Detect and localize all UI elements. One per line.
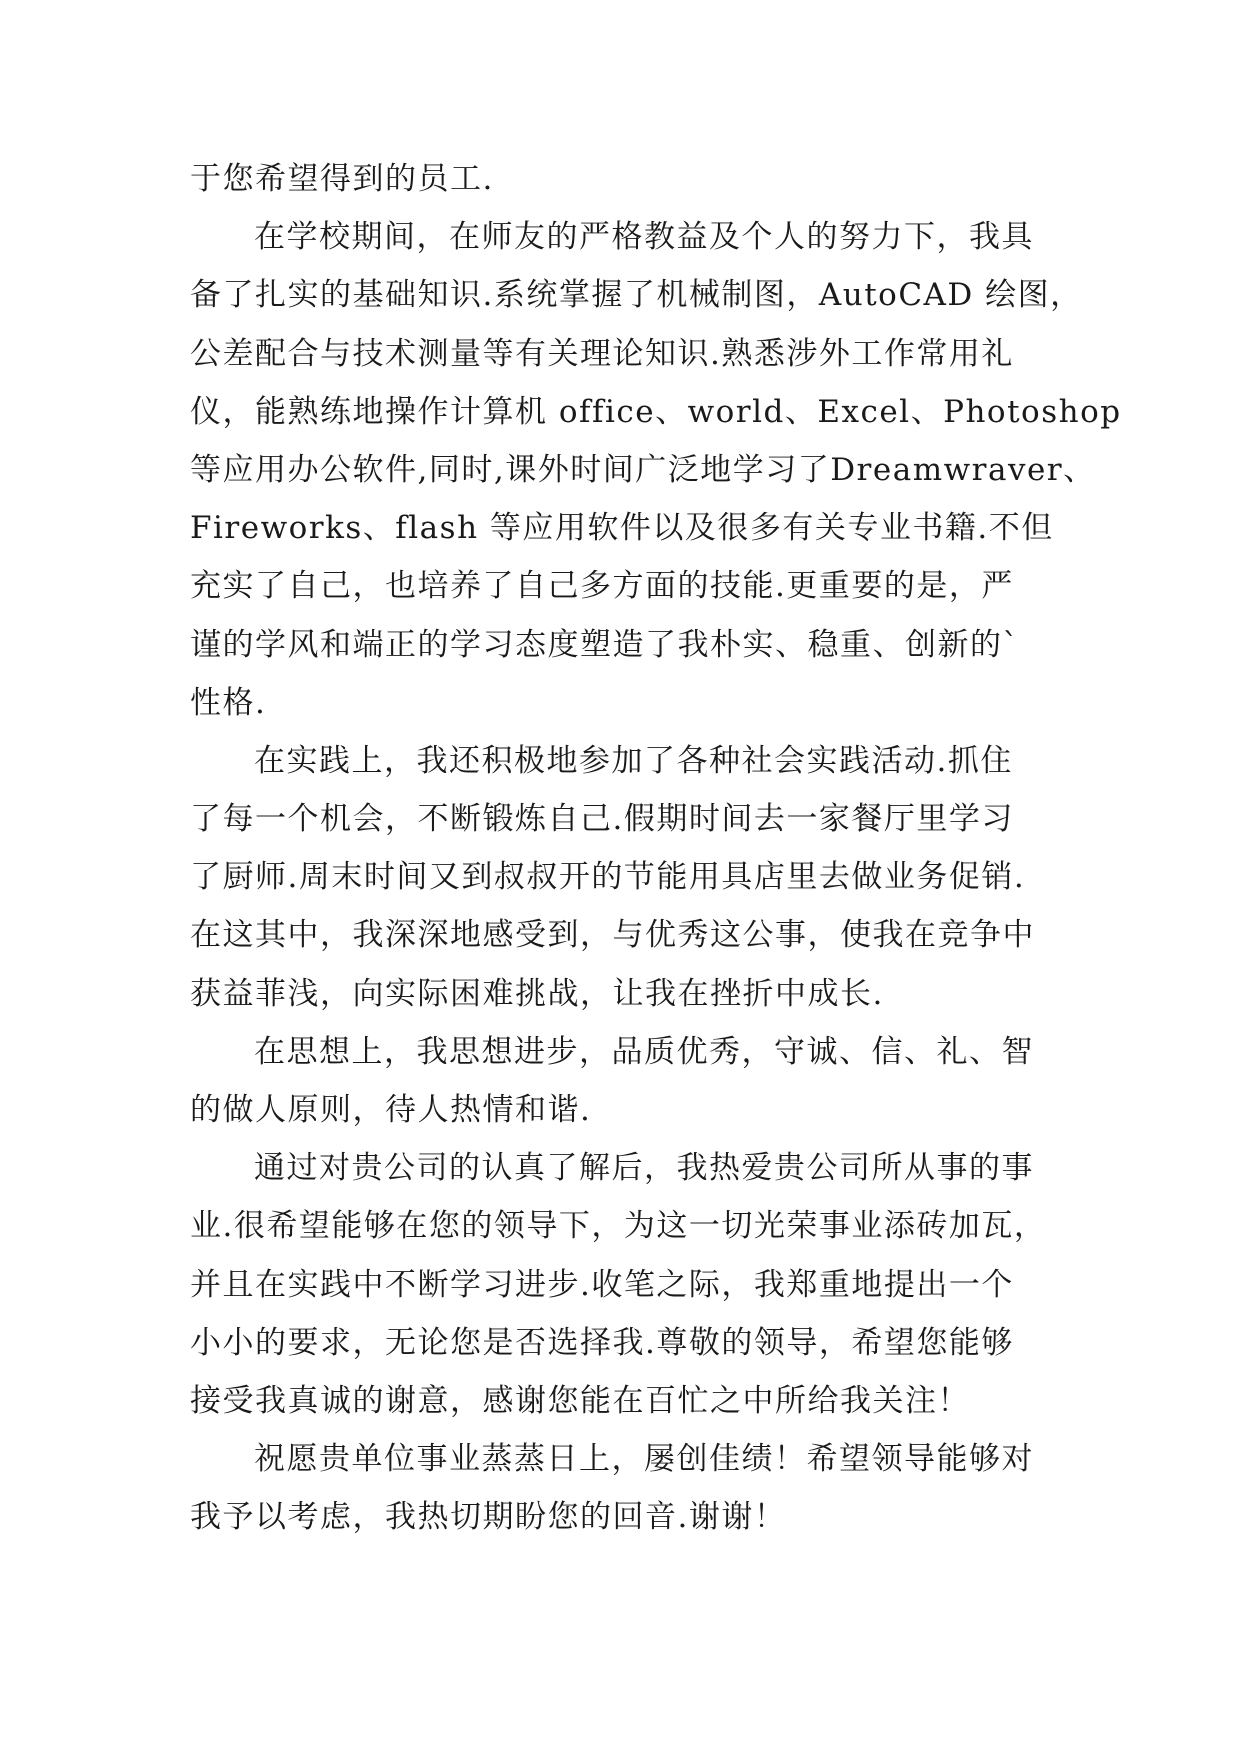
text-line: 仪，能熟练地操作计算机 office、world、Excel、Photoshop — [190, 393, 1122, 430]
text-line: 谨的学风和端正的学习态度塑造了我朴实、稳重、创新的` — [190, 626, 1020, 663]
text-line: 业.很希望能够在您的领导下，为这一切光荣事业添砖加瓦， — [190, 1208, 1047, 1245]
text-line: 在实践上，我还积极地参加了各种社会实践活动.抓住 — [254, 742, 1013, 779]
text-line: 了厨师.周末时间又到叔叔开的节能用具店里去做业务促销. — [190, 859, 1026, 896]
text-line: 我予以考虑，我热切期盼您的回音.谢谢！ — [190, 1499, 787, 1536]
text-line: 公差配合与技术测量等有关理论知识.熟悉涉外工作常用礼 — [190, 335, 1014, 372]
document-body — [190, 150, 1122, 1547]
text-line: 小小的要求，无论您是否选择我.尊敬的领导，希望您能够 — [190, 1324, 1014, 1361]
text-line: 在学校期间，在师友的严格教益及个人的努力下，我具 — [254, 219, 1034, 256]
text-line: Fireworks、flash 等应用软件以及很多有关专业书籍.不但 — [190, 510, 1054, 547]
text-line: 等应用办公软件,同时,课外时间广泛地学习了Dreamwraver、 — [190, 451, 1096, 488]
text-line: 并且在实践中不断学习进步.收笔之际，我郑重地提出一个 — [190, 1266, 1014, 1303]
text-line: 接受我真诚的谢意，感谢您能在百忙之中所给我关注！ — [190, 1382, 970, 1419]
text-line: 了每一个机会，不断锻炼自己.假期时间去一家餐厅里学习 — [190, 801, 1014, 838]
text-line: 通过对贵公司的认真了解后，我热爱贵公司所从事的事 — [254, 1150, 1034, 1187]
text-line: 获益菲浅，向实际困难挑战，让我在挫折中成长. — [190, 975, 884, 1012]
text-line: 祝愿贵单位事业蒸蒸日上，屡创佳绩！希望领导能够对 — [254, 1441, 1034, 1478]
text-line: 性格. — [190, 684, 267, 721]
text-line: 在思想上，我思想进步，品质优秀，守诚、信、礼、智 — [254, 1033, 1034, 1070]
text-line: 于您希望得到的员工. — [190, 161, 494, 197]
text-line: 在这其中，我深深地感受到，与优秀这公事，使我在竞争中 — [190, 917, 1035, 954]
text-line: 的做人原则，待人热情和谐. — [190, 1092, 592, 1128]
text-line: 备了扎实的基础知识.系统掌握了机械制图，AutoCAD 绘图， — [190, 277, 1083, 314]
text-line: 充实了自己，也培养了自己多方面的技能.更重要的是，严 — [190, 568, 1014, 605]
